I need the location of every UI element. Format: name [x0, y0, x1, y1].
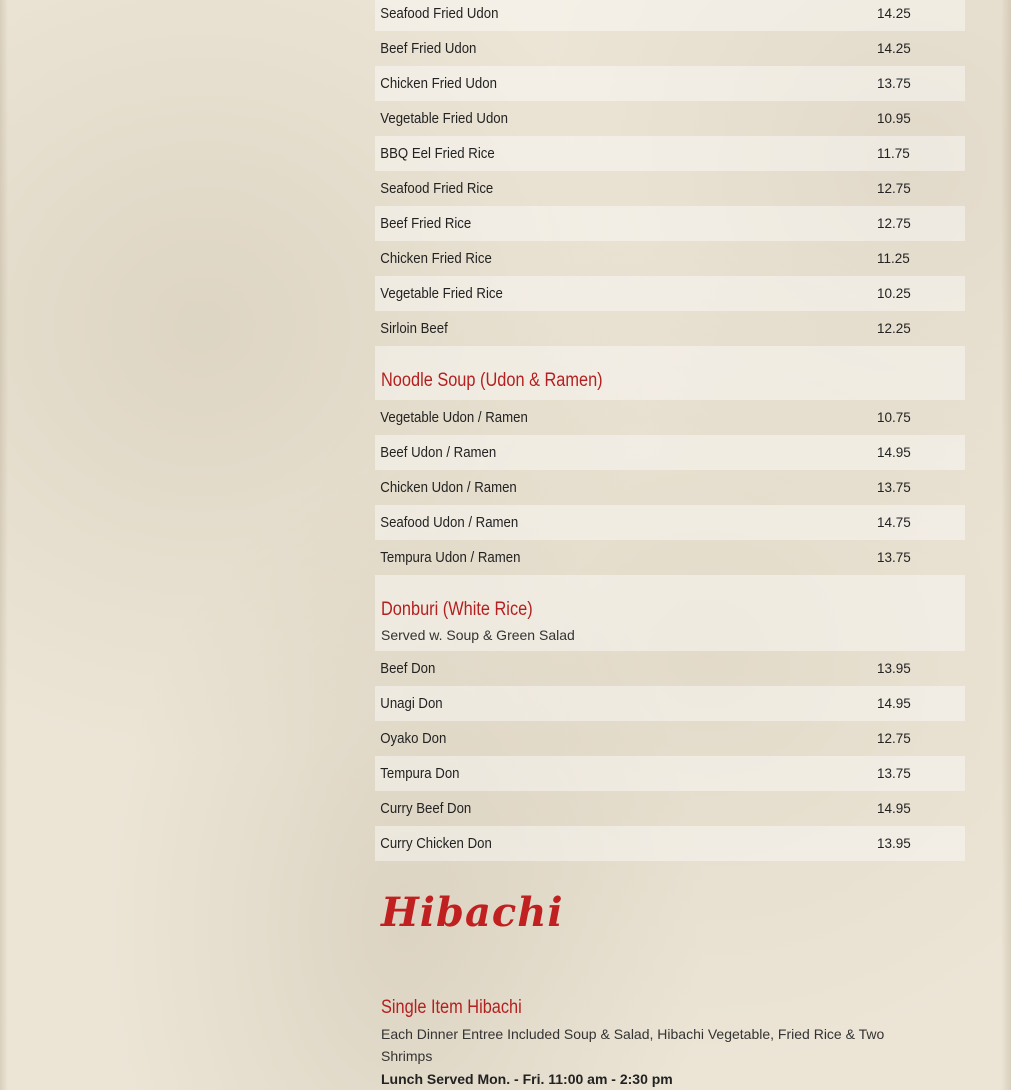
menu-item: [375, 505, 965, 540]
item-name: Oyako Don: [380, 730, 447, 747]
menu-item: [375, 136, 965, 171]
section-title: Single Item Hibachi: [381, 997, 522, 1018]
menu-item: [375, 241, 965, 276]
section-subtitle: Served w. Soup & Green Salad: [381, 627, 575, 643]
menu-item: [375, 66, 965, 101]
menu-item: [375, 826, 965, 861]
item-price: 12.75: [877, 731, 911, 746]
menu-item: [375, 171, 965, 206]
section-description: Each Dinner Entree Included Soup & Salad, Hibachi Vegetable, Fried Rice & Two Shrimps: [381, 1026, 885, 1064]
lunch-hours-note: Lunch Served Mon. - Fri. 11:00 am - 2:30 pm: [381, 1071, 673, 1087]
item-name: Tempura Don: [380, 765, 460, 782]
page-edge-right: [1001, 0, 1011, 1090]
menu-item: [375, 276, 965, 311]
menu-item: [375, 101, 965, 136]
menu-item: [375, 651, 965, 686]
item-name: Chicken Fried Udon: [380, 75, 497, 92]
item-price: 11.25: [877, 251, 910, 266]
menu-item: [375, 0, 965, 31]
item-price: 14.95: [877, 801, 911, 816]
item-name: Vegetable Fried Rice: [380, 285, 503, 302]
item-name: Curry Chicken Don: [380, 835, 492, 852]
item-price: 14.95: [877, 445, 911, 460]
item-name: Vegetable Udon / Ramen: [380, 409, 528, 426]
item-price: 11.75: [877, 146, 910, 161]
item-name: Seafood Fried Udon: [380, 5, 499, 22]
item-price: 13.75: [877, 76, 911, 91]
menu-item: [375, 311, 965, 346]
item-price: 14.75: [877, 515, 911, 530]
single-hibachi-header: [375, 977, 965, 1087]
item-name: Curry Beef Don: [380, 800, 472, 817]
menu-item: [375, 206, 965, 241]
menu-item: [375, 686, 965, 721]
menu-column: [375, 0, 965, 1087]
item-price: 13.75: [877, 550, 911, 565]
menu-item: [375, 31, 965, 66]
item-price: 14.25: [877, 6, 911, 21]
item-price: 12.25: [877, 321, 911, 336]
item-price: 13.75: [877, 480, 911, 495]
donburi-list: [375, 651, 965, 861]
hibachi-heading: Hibachi: [381, 889, 564, 936]
item-price: 13.95: [877, 836, 911, 851]
section-title: Noodle Soup (Udon & Ramen): [381, 370, 603, 391]
item-name: Beef Udon / Ramen: [380, 444, 497, 461]
item-name: Beef Don: [380, 660, 436, 677]
noodle-soup-header: [375, 346, 965, 400]
item-price: 10.95: [877, 111, 911, 126]
item-name: Seafood Udon / Ramen: [380, 514, 519, 531]
item-name: Unagi Don: [380, 695, 443, 712]
item-name: Sirloin Beef: [380, 320, 448, 337]
menu-item: [375, 435, 965, 470]
section-title: Donburi (White Rice): [381, 599, 533, 620]
item-name: BBQ Eel Fried Rice: [380, 145, 495, 162]
item-name: Seafood Fried Rice: [380, 180, 494, 197]
menu-item: [375, 400, 965, 435]
item-name: Chicken Fried Rice: [380, 250, 492, 267]
noodle-soup-list: [375, 400, 965, 575]
item-price: 14.95: [877, 696, 911, 711]
item-price: 12.75: [877, 216, 911, 231]
item-price: 14.25: [877, 41, 911, 56]
item-price: 13.75: [877, 766, 911, 781]
item-name: Tempura Udon / Ramen: [380, 549, 521, 566]
menu-item: [375, 756, 965, 791]
menu-item: [375, 470, 965, 505]
item-price: 12.75: [877, 181, 911, 196]
fried-items-list: [375, 0, 965, 346]
item-price: 10.75: [877, 410, 911, 425]
menu-item: [375, 791, 965, 826]
item-name: Beef Fried Rice: [380, 215, 472, 232]
item-name: Beef Fried Udon: [380, 40, 477, 57]
menu-item: [375, 721, 965, 756]
item-price: 13.95: [877, 661, 911, 676]
menu-item: [375, 540, 965, 575]
page-edge-left: [0, 0, 8, 1090]
item-name: Chicken Udon / Ramen: [380, 479, 517, 496]
item-price: 10.25: [877, 286, 911, 301]
donburi-header: [375, 575, 965, 651]
item-name: Vegetable Fried Udon: [380, 110, 508, 127]
